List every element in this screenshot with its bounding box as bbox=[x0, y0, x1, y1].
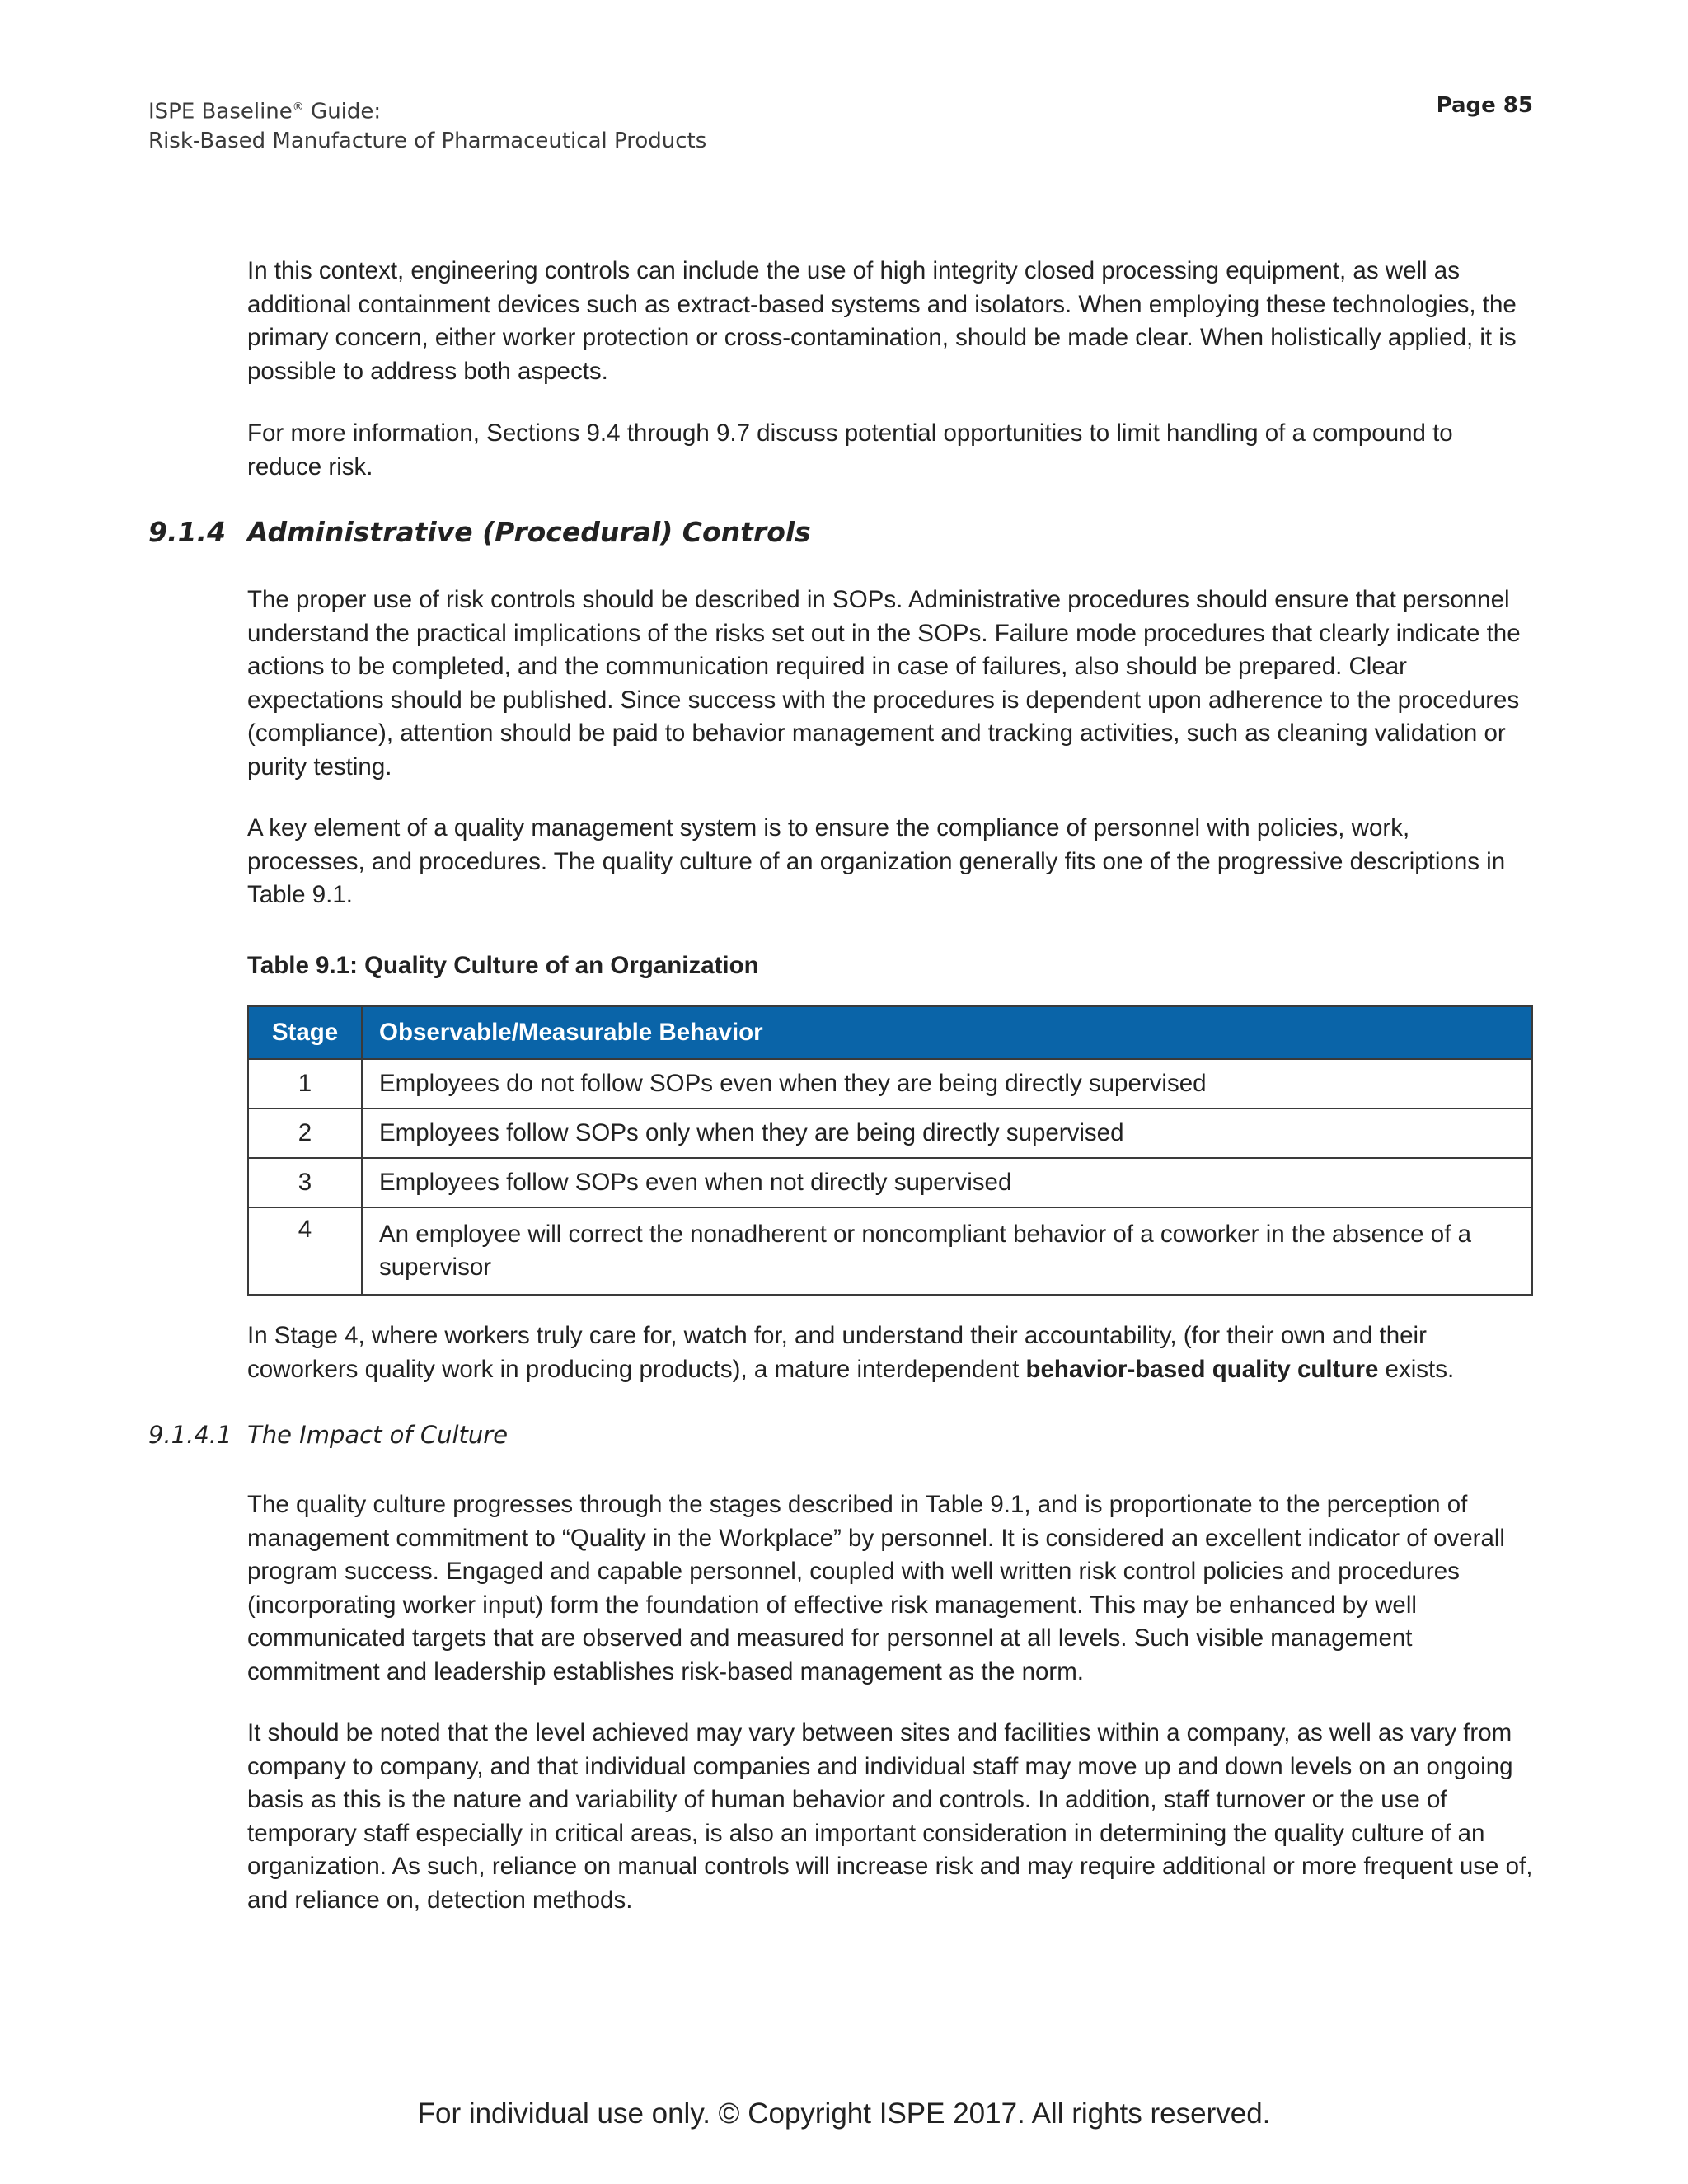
stage-4-emphasis: behavior-based quality culture bbox=[1025, 1355, 1379, 1383]
paragraph-4-wrap bbox=[247, 812, 1533, 912]
paragraph-culture-progression: The quality culture progresses through the stages described in Table 9.1, and is proportionate to the perception of management commitment to “Quality in the Workplace” by personnel. It is considered an excellent indicator of overall program success. Engaged and capable personnel, coupled with well written risk control policies and procedures (incorporating worker input) form the foundation of effective risk management. This may be enhanced by well communicated targets that are observed and measured for personnel at all levels. Such visible management commitment and leadership establishes risk-based management as the norm. bbox=[247, 1491, 1505, 1685]
paragraph-stage-4 bbox=[247, 1319, 1533, 1386]
stage-cell: 2 bbox=[248, 1108, 362, 1158]
registered-mark: ® bbox=[292, 101, 304, 114]
table-row bbox=[248, 1207, 1532, 1295]
stage-cell: 4 bbox=[248, 1207, 362, 1295]
section-number: 9.1.4 bbox=[148, 516, 226, 548]
paragraph-quality-management: A key element of a quality management system is to ensure the compliance of personnel with policies, work, processes, and procedures. The quality culture of an organization generally fits one of the progressive descriptions in Table 9.1. bbox=[247, 814, 1506, 908]
running-header bbox=[148, 93, 706, 156]
header-guide-name: ISPE Baseline bbox=[148, 99, 293, 124]
quality-culture-table bbox=[247, 1005, 1533, 1296]
paragraph-2-wrap bbox=[247, 417, 1533, 484]
copyright-footer: For individual use only. © Copyright ISPE 2017. All rights reserved. bbox=[417, 2097, 1271, 2130]
table-header-row bbox=[248, 1006, 1532, 1059]
header-line-2: Risk-Based Manufacture of Pharmaceutical Products bbox=[148, 128, 707, 153]
table-row bbox=[248, 1059, 1532, 1108]
paragraph-more-information: For more information, Sections 9.4 through 9.7 discuss potential opportunities to limit handling of a compound to reduce risk. bbox=[247, 419, 1453, 480]
table-row bbox=[248, 1108, 1532, 1158]
column-header-behavior: Observable/Measurable Behavior bbox=[362, 1006, 1532, 1059]
stage-4-text: In Stage 4, where workers truly care for, watch for, and understand their accountability, (for their own and their coworkers quality work in producing products), a mature interdependent bbox=[247, 1322, 1427, 1383]
table-row bbox=[248, 1158, 1532, 1207]
table-caption: Table 9.1: Quality Culture of an Organization bbox=[247, 952, 759, 979]
stage-4-text-end: exists. bbox=[1378, 1355, 1455, 1383]
subsection-number: 9.1.4.1 bbox=[148, 1421, 232, 1449]
stage-cell: 3 bbox=[248, 1158, 362, 1207]
behavior-cell: Employees follow SOPs even when not directly supervised bbox=[362, 1158, 1532, 1207]
page-number: Page 85 bbox=[1436, 93, 1533, 118]
section-title: Administrative (Procedural) Controls bbox=[247, 516, 811, 548]
behavior-cell: An employee will correct the nonadherent or noncompliant behavior of a coworker in the absence of a supervisor bbox=[362, 1207, 1532, 1295]
header-guide-suffix: Guide: bbox=[303, 99, 382, 124]
column-header-stage: Stage bbox=[248, 1006, 362, 1059]
paragraph-7-wrap bbox=[247, 1717, 1533, 1917]
subsection-heading bbox=[148, 1421, 508, 1449]
paragraph-risk-controls-sops: The proper use of risk controls should be described in SOPs. Administrative procedures should ensure that personnel understand the practical implications of the risks set out in the SOPs. Failure mode procedures that clearly indicate the actions to be completed, and the communication required in case of failures, also should be prepared. Clear expectations should be published. Since success with the procedures is dependent upon adherence to the procedures (compliance), attention should be paid to behavior management and tracking activities, such as cleaning validation or purity testing. bbox=[247, 586, 1521, 780]
paragraph-1-wrap bbox=[247, 255, 1533, 388]
paragraph-engineering-controls: In this context, engineering controls can include the use of high integrity closed processing equipment, as well as additional containment devices such as extract-based systems and isolators. When employing these technologies, the primary concern, either worker protection or cross-contamination, should be made clear. When holistically applied, it is possible to address both aspects. bbox=[247, 257, 1517, 385]
paragraph-level-variation: It should be noted that the level achieved may vary between sites and facilities within a company, as well as vary from company to company, and that individual companies and individual staff may move up and down levels on an ongoing basis as this is the nature and variability of human behavior and controls. In addition, staff turnover or the use of temporary staff especially in critical areas, is also an important consideration in determining the quality culture of an organization. As such, reliance on manual controls will increase risk and may require additional or more frequent use of, and reliance on, detection methods. bbox=[247, 1719, 1533, 1914]
subsection-title: The Impact of Culture bbox=[247, 1421, 509, 1449]
paragraph-3-wrap bbox=[247, 583, 1533, 784]
header-line-1 bbox=[148, 93, 706, 127]
behavior-cell: Employees follow SOPs only when they are being directly supervised bbox=[362, 1108, 1532, 1158]
paragraph-5-wrap bbox=[247, 1319, 1533, 1386]
paragraph-6-wrap bbox=[247, 1488, 1533, 1689]
behavior-cell: Employees do not follow SOPs even when they are being directly supervised bbox=[362, 1059, 1532, 1108]
section-heading bbox=[148, 516, 811, 548]
stage-cell: 1 bbox=[248, 1059, 362, 1108]
